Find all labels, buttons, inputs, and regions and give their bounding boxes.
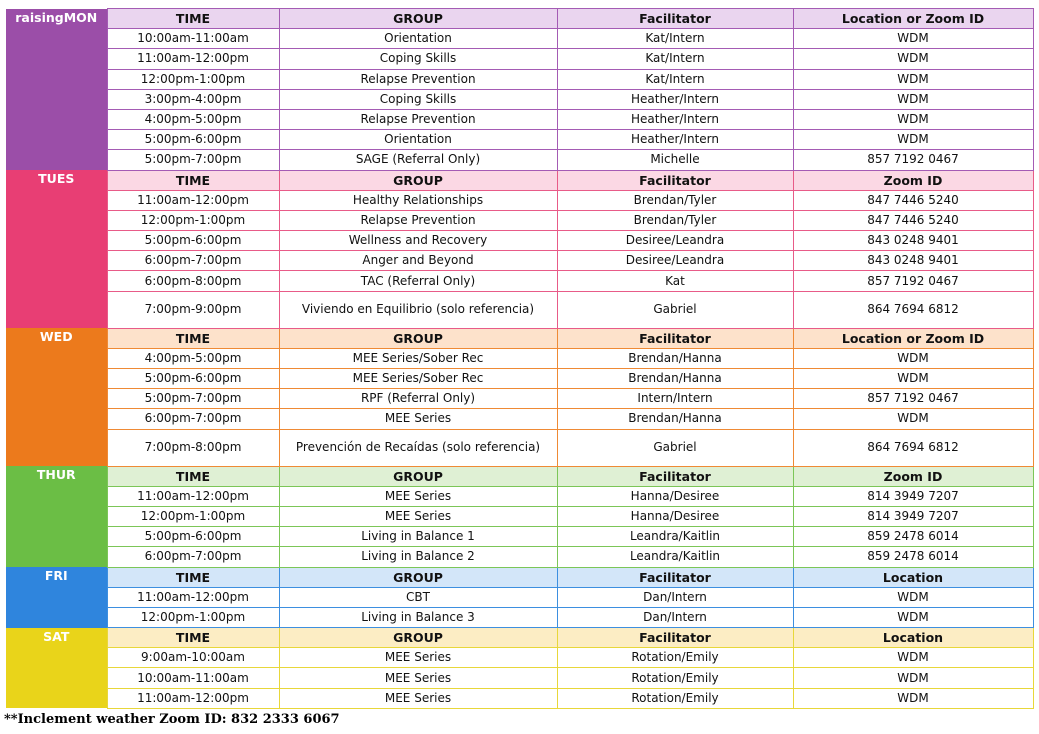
- time-cell: 11:00am-12:00pm: [107, 486, 279, 506]
- time-cell: 5:00pm-7:00pm: [107, 150, 279, 170]
- time-header: TIME: [107, 9, 279, 29]
- session-row: [6, 607, 1033, 627]
- facilitator-cell: Rotation/Emily: [557, 668, 793, 688]
- group-cell: Living in Balance 2: [279, 547, 557, 567]
- group-cell: SAGE (Referral Only): [279, 150, 557, 170]
- session-row: [6, 190, 1033, 210]
- time-cell: 12:00pm-1:00pm: [107, 210, 279, 230]
- location-cell: 814 3949 7207: [793, 486, 1033, 506]
- time-header: TIME: [107, 567, 279, 587]
- header-row: [6, 466, 1033, 486]
- group-cell: Prevención de Recaídas (solo referencia): [279, 429, 557, 466]
- day-label: SAT: [6, 628, 107, 709]
- time-cell: 6:00pm-7:00pm: [107, 251, 279, 271]
- facilitator-cell: Hanna/Desiree: [557, 486, 793, 506]
- session-row: [6, 348, 1033, 368]
- group-header: GROUP: [279, 628, 557, 648]
- group-cell: MEE Series: [279, 486, 557, 506]
- session-row: [6, 130, 1033, 150]
- day-section-tues: [6, 170, 1033, 328]
- location-cell: WDM: [793, 348, 1033, 368]
- day-section-sat: [6, 628, 1033, 709]
- facilitator-cell: Heather/Intern: [557, 89, 793, 109]
- time-cell: 5:00pm-6:00pm: [107, 369, 279, 389]
- location-cell: WDM: [793, 668, 1033, 688]
- location-cell: 843 0248 9401: [793, 251, 1033, 271]
- location-cell: 864 7694 6812: [793, 429, 1033, 466]
- group-cell: CBT: [279, 587, 557, 607]
- location-cell: WDM: [793, 29, 1033, 49]
- session-row: [6, 688, 1033, 708]
- session-row: [6, 389, 1033, 409]
- facilitator-cell: Hanna/Desiree: [557, 506, 793, 526]
- location-cell: WDM: [793, 607, 1033, 627]
- day-section-wed: [6, 328, 1033, 466]
- location-header: Location: [793, 628, 1033, 648]
- session-row: [6, 506, 1033, 526]
- group-cell: Relapse Prevention: [279, 109, 557, 129]
- group-cell: MEE Series: [279, 409, 557, 429]
- group-cell: TAC (Referral Only): [279, 271, 557, 291]
- group-cell: MEE Series: [279, 688, 557, 708]
- facilitator-cell: Leandra/Kaitlin: [557, 527, 793, 547]
- group-cell: MEE Series: [279, 506, 557, 526]
- session-row: [6, 547, 1033, 567]
- location-cell: WDM: [793, 69, 1033, 89]
- time-cell: 5:00pm-6:00pm: [107, 231, 279, 251]
- facilitator-header: Facilitator: [557, 466, 793, 486]
- session-row: [6, 210, 1033, 230]
- facilitator-cell: Gabriel: [557, 291, 793, 328]
- header-row: [6, 9, 1033, 29]
- session-row: [6, 668, 1033, 688]
- facilitator-cell: Intern/Intern: [557, 389, 793, 409]
- time-cell: 10:00am-11:00am: [107, 668, 279, 688]
- location-cell: 857 7192 0467: [793, 271, 1033, 291]
- location-cell: WDM: [793, 49, 1033, 69]
- location-cell: 847 7446 5240: [793, 210, 1033, 230]
- time-cell: 7:00pm-9:00pm: [107, 291, 279, 328]
- location-cell: 814 3949 7207: [793, 506, 1033, 526]
- group-cell: Relapse Prevention: [279, 69, 557, 89]
- facilitator-header: Facilitator: [557, 170, 793, 190]
- time-cell: 9:00am-10:00am: [107, 648, 279, 668]
- group-cell: Orientation: [279, 29, 557, 49]
- group-header: GROUP: [279, 170, 557, 190]
- facilitator-cell: Gabriel: [557, 429, 793, 466]
- facilitator-cell: Kat/Intern: [557, 49, 793, 69]
- session-row: [6, 251, 1033, 271]
- location-cell: WDM: [793, 89, 1033, 109]
- time-cell: 12:00pm-1:00pm: [107, 69, 279, 89]
- location-cell: WDM: [793, 109, 1033, 129]
- time-cell: 5:00pm-7:00pm: [107, 389, 279, 409]
- session-row: [6, 291, 1033, 328]
- facilitator-cell: Leandra/Kaitlin: [557, 547, 793, 567]
- facilitator-header: Facilitator: [557, 567, 793, 587]
- facilitator-cell: Desiree/Leandra: [557, 251, 793, 271]
- session-row: [6, 648, 1033, 668]
- header-row: [6, 170, 1033, 190]
- session-row: [6, 527, 1033, 547]
- session-row: [6, 49, 1033, 69]
- facilitator-cell: Rotation/Emily: [557, 688, 793, 708]
- time-cell: 11:00am-12:00pm: [107, 688, 279, 708]
- time-cell: 6:00pm-7:00pm: [107, 547, 279, 567]
- group-cell: MEE Series/Sober Rec: [279, 369, 557, 389]
- group-header: GROUP: [279, 9, 557, 29]
- location-header: Location or Zoom ID: [793, 328, 1033, 348]
- group-cell: RPF (Referral Only): [279, 389, 557, 409]
- session-row: [6, 486, 1033, 506]
- location-header: Zoom ID: [793, 170, 1033, 190]
- header-row: [6, 567, 1033, 587]
- group-header: GROUP: [279, 567, 557, 587]
- time-cell: 10:00am-11:00am: [107, 29, 279, 49]
- group-cell: Relapse Prevention: [279, 210, 557, 230]
- day-section-mon: [6, 9, 1033, 171]
- location-cell: 857 7192 0467: [793, 150, 1033, 170]
- location-cell: WDM: [793, 688, 1033, 708]
- facilitator-header: Facilitator: [557, 9, 793, 29]
- group-cell: Coping Skills: [279, 89, 557, 109]
- day-label: THUR: [6, 466, 107, 567]
- day-label: raisingMON: [6, 9, 107, 171]
- facilitator-cell: Brendan/Tyler: [557, 210, 793, 230]
- time-cell: 6:00pm-8:00pm: [107, 271, 279, 291]
- facilitator-header: Facilitator: [557, 328, 793, 348]
- time-cell: 6:00pm-7:00pm: [107, 409, 279, 429]
- facilitator-cell: Rotation/Emily: [557, 648, 793, 668]
- group-cell: Viviendo en Equilibrio (solo referencia): [279, 291, 557, 328]
- group-cell: Living in Balance 3: [279, 607, 557, 627]
- facilitator-cell: Heather/Intern: [557, 109, 793, 129]
- schedule-table: [6, 8, 1034, 709]
- facilitator-cell: Brendan/Hanna: [557, 348, 793, 368]
- location-cell: WDM: [793, 587, 1033, 607]
- time-cell: 4:00pm-5:00pm: [107, 348, 279, 368]
- facilitator-cell: Dan/Intern: [557, 607, 793, 627]
- group-header: GROUP: [279, 328, 557, 348]
- time-cell: 3:00pm-4:00pm: [107, 89, 279, 109]
- session-row: [6, 409, 1033, 429]
- location-cell: 857 7192 0467: [793, 389, 1033, 409]
- session-row: [6, 29, 1033, 49]
- time-cell: 5:00pm-6:00pm: [107, 130, 279, 150]
- time-cell: 7:00pm-8:00pm: [107, 429, 279, 466]
- session-row: [6, 587, 1033, 607]
- day-label: FRI: [6, 567, 107, 628]
- group-cell: MEE Series: [279, 648, 557, 668]
- group-cell: Coping Skills: [279, 49, 557, 69]
- day-section-thur: [6, 466, 1033, 567]
- location-cell: 843 0248 9401: [793, 231, 1033, 251]
- time-cell: 5:00pm-6:00pm: [107, 527, 279, 547]
- time-header: TIME: [107, 466, 279, 486]
- location-cell: 859 2478 6014: [793, 527, 1033, 547]
- location-cell: WDM: [793, 369, 1033, 389]
- session-row: [6, 429, 1033, 466]
- facilitator-cell: Brendan/Tyler: [557, 190, 793, 210]
- facilitator-cell: Heather/Intern: [557, 130, 793, 150]
- session-row: [6, 69, 1033, 89]
- session-row: [6, 271, 1033, 291]
- facilitator-cell: Kat: [557, 271, 793, 291]
- day-label: TUES: [6, 170, 107, 328]
- time-cell: 11:00am-12:00pm: [107, 587, 279, 607]
- time-cell: 4:00pm-5:00pm: [107, 109, 279, 129]
- facilitator-cell: Dan/Intern: [557, 587, 793, 607]
- session-row: [6, 89, 1033, 109]
- location-cell: 859 2478 6014: [793, 547, 1033, 567]
- session-row: [6, 109, 1033, 129]
- session-row: [6, 231, 1033, 251]
- group-cell: Anger and Beyond: [279, 251, 557, 271]
- time-header: TIME: [107, 628, 279, 648]
- location-header: Location: [793, 567, 1033, 587]
- location-cell: 864 7694 6812: [793, 291, 1033, 328]
- facilitator-cell: Brendan/Hanna: [557, 369, 793, 389]
- group-cell: Living in Balance 1: [279, 527, 557, 547]
- group-cell: MEE Series: [279, 668, 557, 688]
- time-cell: 12:00pm-1:00pm: [107, 607, 279, 627]
- group-cell: MEE Series/Sober Rec: [279, 348, 557, 368]
- facilitator-cell: Kat/Intern: [557, 29, 793, 49]
- time-header: TIME: [107, 328, 279, 348]
- location-header: Location or Zoom ID: [793, 9, 1033, 29]
- session-row: [6, 150, 1033, 170]
- time-cell: 12:00pm-1:00pm: [107, 506, 279, 526]
- day-section-fri: [6, 567, 1033, 628]
- time-cell: 11:00am-12:00pm: [107, 49, 279, 69]
- time-cell: 11:00am-12:00pm: [107, 190, 279, 210]
- location-cell: WDM: [793, 130, 1033, 150]
- location-cell: WDM: [793, 409, 1033, 429]
- facilitator-cell: Kat/Intern: [557, 69, 793, 89]
- facilitator-cell: Michelle: [557, 150, 793, 170]
- group-header: GROUP: [279, 466, 557, 486]
- session-row: [6, 369, 1033, 389]
- inclement-weather-note: **Inclement weather Zoom ID: 832 2333 6067: [4, 712, 340, 727]
- location-cell: 847 7446 5240: [793, 190, 1033, 210]
- location-header: Zoom ID: [793, 466, 1033, 486]
- header-row: [6, 328, 1033, 348]
- facilitator-cell: Brendan/Hanna: [557, 409, 793, 429]
- time-header: TIME: [107, 170, 279, 190]
- facilitator-header: Facilitator: [557, 628, 793, 648]
- group-cell: Wellness and Recovery: [279, 231, 557, 251]
- location-cell: WDM: [793, 648, 1033, 668]
- facilitator-cell: Desiree/Leandra: [557, 231, 793, 251]
- group-cell: Healthy Relationships: [279, 190, 557, 210]
- day-label: WED: [6, 328, 107, 466]
- group-cell: Orientation: [279, 130, 557, 150]
- header-row: [6, 628, 1033, 648]
